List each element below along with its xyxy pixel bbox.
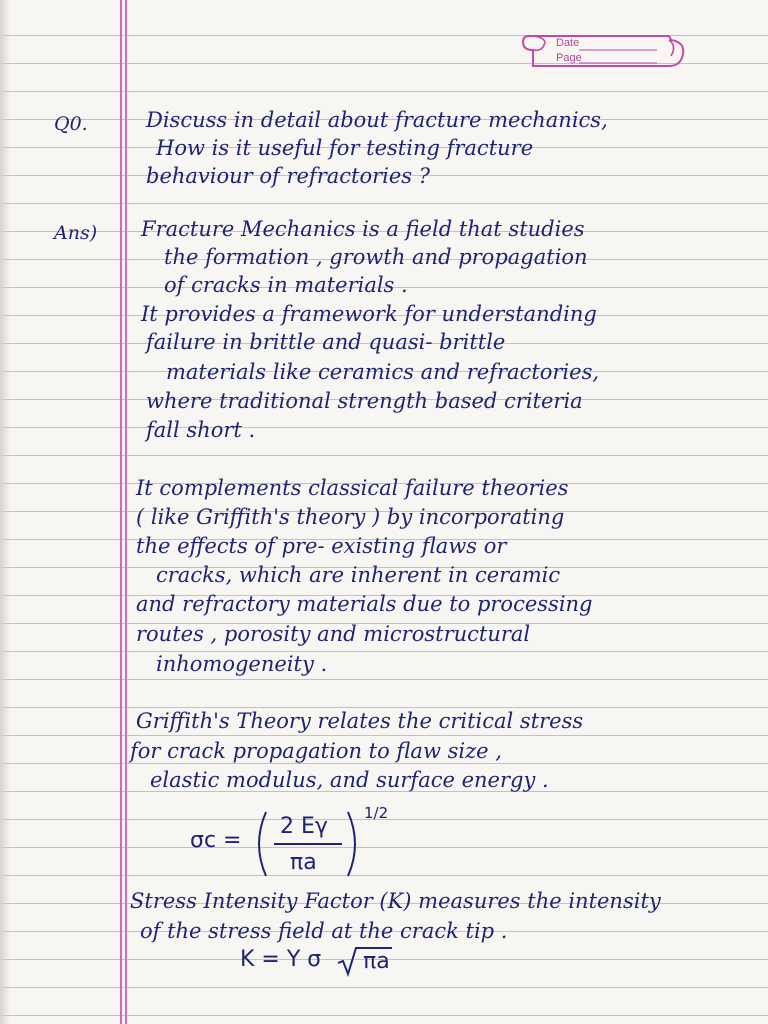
answer-label: Ans) [54,222,98,244]
date-page-box [519,30,689,72]
griffith-formula [190,804,400,880]
answer-line: for crack propagation to flaw size , [130,739,502,763]
answer-line: routes , porosity and microstructural [136,622,531,646]
answer-line: It complements classical failure theories [136,476,569,500]
answer-line: of cracks in materials . [164,273,408,297]
question-label: Q0. [54,113,88,135]
answer-line: cracks, which are inherent in ceramic [156,563,561,587]
formula-denominator: πa [290,850,317,875]
answer-line: Stress Intensity Factor (K) measures the intensity [130,889,661,913]
question-line: Discuss in detail about fracture mechanics, [146,108,608,132]
answer-line: inhomogeneity . [156,652,328,676]
square-root-icon [336,945,362,977]
answer-line: It provides a framework for understanding [141,302,597,326]
answer-line: Fracture Mechanics is a field that studies [141,217,585,241]
answer-line: the formation , growth and propagation [164,245,588,269]
formula-exponent: 1/2 [364,804,389,822]
answer-line: of the stress field at the crack tip . [140,919,508,943]
question-line: behaviour of refractories ? [146,164,431,188]
stress-intensity-formula [240,945,420,979]
answer-line: materials like ceramics and refractories, [166,360,600,384]
margin-line-right [125,0,127,1024]
answer-line: Griffith's Theory relates the critical stress [136,709,584,733]
answer-line: ( like Griffith's theory ) by incorporating [136,505,565,529]
answer-line: where traditional strength based criteria [146,389,583,413]
answer-line: and refractory materials due to processing [136,592,593,616]
answer-line: elastic modulus, and surface energy . [150,768,549,792]
question-line: How is it useful for testing fracture [156,136,534,160]
scroll-banner-icon [519,30,689,72]
answer-line: the effects of pre- existing flaws or [136,534,507,558]
formula-lhs: K = Y σ [240,947,322,972]
page-label: Page [556,52,582,64]
formula-numerator: 2 Eγ [280,814,328,839]
answer-line: fall short . [146,418,256,442]
formula-root-content: πa [363,949,390,974]
page-edge-shadow [0,0,10,1024]
formula-lhs: σc = [190,828,242,853]
date-label: Date [556,37,580,49]
answer-line: failure in brittle and quasi- brittle [146,330,506,354]
margin-line-left [120,0,122,1024]
